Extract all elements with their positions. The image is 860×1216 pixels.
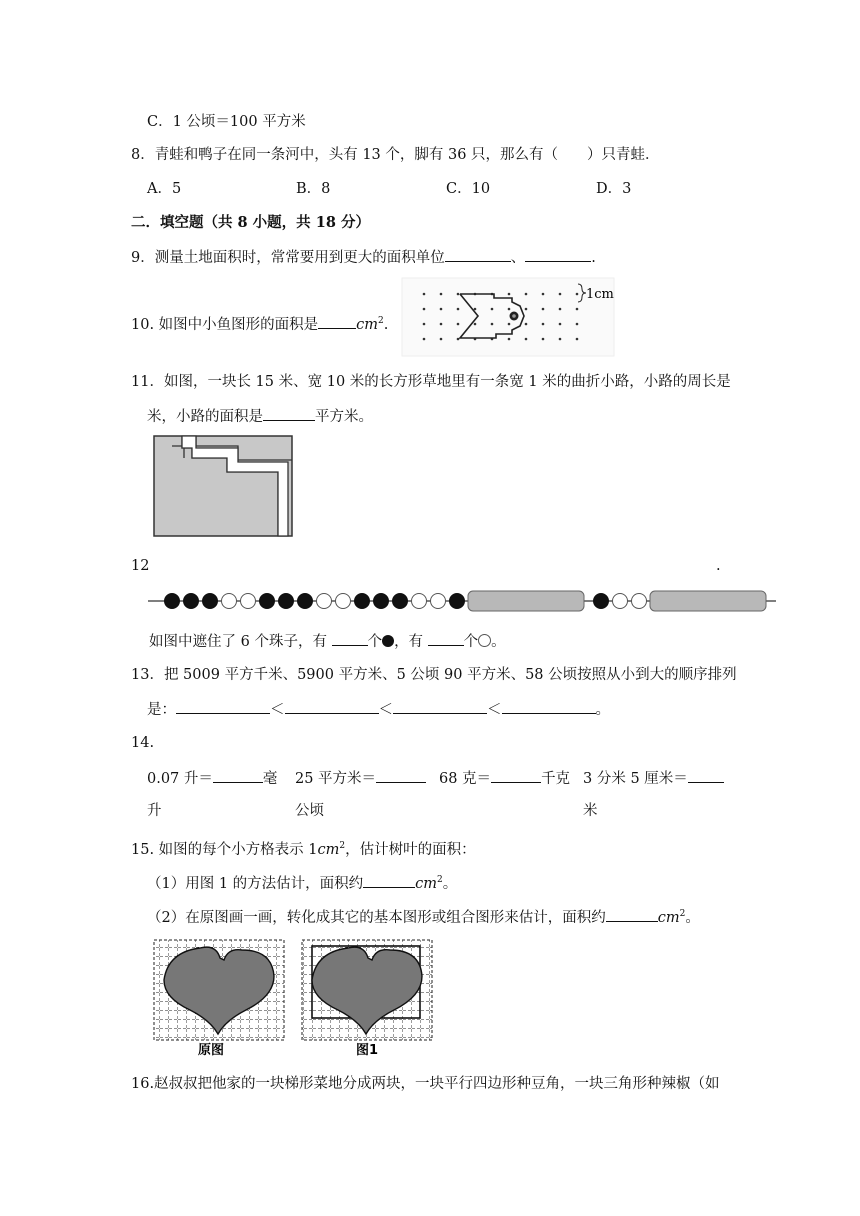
q15-sub-2-end: 。 (685, 909, 700, 926)
q15-sub-1-text: （1）用图 1 的方法估计，面积约 (147, 875, 364, 892)
q8-option-b: B．8 (296, 181, 331, 197)
bead-cover (468, 591, 584, 611)
leaf-figure-1-label: 图1 (356, 1043, 379, 1058)
grid-dot (474, 323, 477, 326)
grid-dot (559, 338, 562, 341)
q7-option-c: C．1 公顷＝100 平方米 (147, 114, 306, 130)
q11-blank[interactable] (263, 406, 315, 421)
q14-item-3-text: 68 克＝ (439, 771, 492, 787)
grid-dot (559, 308, 562, 311)
grid-dot (508, 293, 511, 296)
white-bead (241, 594, 256, 609)
white-bead (317, 594, 332, 609)
grid-dot (576, 323, 579, 326)
fish-eye-highlight (512, 314, 516, 318)
white-bead (613, 594, 628, 609)
grid-dot (576, 308, 579, 311)
q12-text-e: 。 (491, 634, 506, 650)
q12-answer-line (149, 631, 506, 652)
grid-dot (508, 308, 511, 311)
black-bead (260, 594, 275, 609)
q12-text-c: ，有 (394, 634, 428, 650)
q9-sep: 、 (510, 250, 526, 266)
q14-item-2 (295, 768, 426, 789)
grid-dot (457, 308, 460, 311)
q13-lt-3: ＜ (487, 702, 502, 718)
q15-sub-2-exp: 2 (679, 909, 686, 919)
q14-item-4-wrap: 米 (583, 803, 598, 819)
white-bead (431, 594, 446, 609)
black-bead (393, 594, 408, 609)
q10-blank[interactable] (318, 314, 356, 329)
q15-blank-2[interactable] (606, 907, 658, 922)
q14-item-3-unit: 千克 (541, 771, 571, 787)
q9-line (131, 247, 596, 268)
q9-blank-1[interactable] (445, 247, 511, 262)
white-bead (632, 594, 647, 609)
q14-blank-2[interactable] (376, 768, 426, 783)
q15-unit: cm (317, 841, 340, 858)
q14-blank-3[interactable] (491, 768, 541, 783)
bead-cover (650, 591, 766, 611)
black-bead (184, 594, 199, 609)
q8-option-d: D．3 (596, 181, 632, 197)
q15-sub-1 (147, 870, 457, 894)
grid-dot (525, 308, 528, 311)
q11-line-2 (147, 406, 373, 427)
grid-dot (508, 323, 511, 326)
q13-blank-4[interactable] (502, 699, 596, 714)
q13-blank-3[interactable] (393, 699, 487, 714)
grid-dot (440, 323, 443, 326)
q12-blank-black[interactable] (332, 631, 368, 646)
q12-blank-white[interactable] (428, 631, 464, 646)
q9-text: 9．测量土地面积时，常常要用到更大的面积单位 (131, 250, 445, 266)
q10-unit: cm (356, 316, 379, 333)
grid-dot (440, 308, 443, 311)
grid-dot (423, 338, 426, 341)
white-bead-icon (478, 634, 491, 647)
grid-dot (423, 323, 426, 326)
bead-string (148, 588, 778, 614)
q13-lt-1: ＜ (270, 702, 285, 718)
grid-dot (423, 308, 426, 311)
black-bead (374, 594, 389, 609)
q14-item-2-wrap: 公顷 (295, 803, 324, 819)
leaf-original (154, 940, 284, 1058)
black-bead (594, 594, 609, 609)
grid-dot (542, 308, 545, 311)
q10-text: 10. 如图中小鱼图形的面积是 (131, 316, 319, 333)
section-title: 二．填空题（共 8 小题，共 18 分） (131, 214, 370, 231)
q13-blank-2[interactable] (285, 699, 379, 714)
q15-stem (131, 836, 476, 860)
grid-dot (576, 293, 579, 296)
white-bead (222, 594, 237, 609)
q15-sub-2-unit: cm (657, 909, 680, 926)
q8-option-c: C．10 (446, 181, 491, 197)
q15-sub-1-end: 。 (442, 875, 458, 892)
grid-dot (576, 338, 579, 341)
q14-item-1-wrap: 升 (147, 803, 162, 819)
q16-stem: 16.赵叔叔把他家的一块梯形菜地分成两块，一块平行四边形种豆角，一块三角形种辣椒（如 (131, 1076, 720, 1092)
white-bead (412, 594, 427, 609)
leaf-original-label: 原图 (198, 1043, 225, 1058)
leaf-figure-1 (302, 940, 432, 1058)
black-bead (298, 594, 313, 609)
grid-dot (491, 323, 494, 326)
q14-blank-1[interactable] (213, 768, 263, 783)
black-bead (165, 594, 180, 609)
black-bead (279, 594, 294, 609)
grid-dot (525, 293, 528, 296)
q14-blank-4[interactable] (688, 768, 724, 783)
grid-dot (491, 308, 494, 311)
q15-blank-1[interactable] (363, 873, 415, 888)
grid-dot (474, 308, 477, 311)
q11-text-b: 平方米。 (315, 409, 373, 425)
q14-number: 14. (131, 735, 155, 751)
q8-option-a: A．5 (147, 181, 182, 197)
leaf-figures (150, 938, 440, 1058)
q12-dot: . (716, 558, 721, 574)
grid-dot (440, 293, 443, 296)
grid-dot (559, 323, 562, 326)
q15-sub-2 (147, 904, 700, 928)
q13-blank-1[interactable] (176, 699, 270, 714)
black-bead-icon (382, 635, 394, 647)
black-bead (450, 594, 465, 609)
black-bead (355, 594, 370, 609)
q9-end: . (591, 250, 596, 266)
q10-end: . (383, 316, 389, 333)
grid-dot (440, 338, 443, 341)
q13-end: 。 (595, 702, 610, 718)
q15-sub-1-unit: cm (415, 875, 438, 892)
grid-dot (525, 338, 528, 341)
q15-stem-text: 15. 如图的每个小方格表示 1 (131, 841, 318, 858)
q11-line-1: 11．如图，一块长 15 米、宽 10 米的长方形草地里有一条宽 1 米的曲折小路，小路的周长是 (131, 374, 731, 390)
grid-dot (559, 293, 562, 296)
q14-item-1-text: 0.07 升＝ (147, 771, 213, 787)
q14-item-2-text: 25 平方米＝ (295, 771, 377, 787)
grid-dot (457, 323, 460, 326)
scale-label: 1cm (586, 287, 614, 302)
q13-line-1: 13．把 5009 平方千米、5900 平方米、5 公顷 90 平方米、58 公顷按照从小到大的顺序排列 (131, 667, 737, 683)
q12-text-b: 个 (367, 634, 383, 650)
grid-dot (508, 338, 511, 341)
q14-item-1-unit: 毫 (262, 771, 278, 787)
white-bead (336, 594, 351, 609)
q11-text-a: 米，小路的面积是 (147, 409, 263, 425)
grid-dot (423, 293, 426, 296)
q14-item-3 (439, 768, 570, 789)
q14-item-4 (583, 768, 724, 789)
q13-lt-2: ＜ (378, 702, 393, 718)
fish-figure (400, 276, 620, 360)
lawn-figure (152, 434, 294, 538)
q9-blank-2[interactable] (525, 247, 591, 262)
q15-exp: 2 (339, 841, 346, 851)
q15-sub-1-exp: 2 (437, 875, 443, 885)
black-bead (203, 594, 218, 609)
q12-text-d: 个 (463, 634, 479, 650)
q15-stem-end: ，估计树叶的面积： (345, 841, 476, 858)
grid-dot (542, 338, 545, 341)
q12-text-a: 如图中遮住了 6 个珠子，有 (149, 634, 332, 650)
q15-sub-2-text: （2）在原图画一画，转化成其它的基本图形或组合图形来估计，面积约 (147, 909, 606, 926)
q13-text: 是： (147, 702, 176, 718)
q10-line (131, 311, 388, 335)
grid-dot (457, 293, 460, 296)
grid-dot (542, 293, 545, 296)
grid-dot (525, 323, 528, 326)
q14-item-1 (147, 768, 277, 789)
q12-number: 12 (131, 558, 150, 574)
q13-line-2 (147, 699, 610, 720)
grid-dot (542, 323, 545, 326)
q8-stem: 8．青蛙和鸭子在同一条河中，头有 13 个，脚有 36 只，那么有（ ）只青蛙． (131, 147, 660, 163)
q14-item-4-text: 3 分米 5 厘米＝ (583, 771, 688, 787)
q10-exp: 2 (378, 316, 384, 326)
